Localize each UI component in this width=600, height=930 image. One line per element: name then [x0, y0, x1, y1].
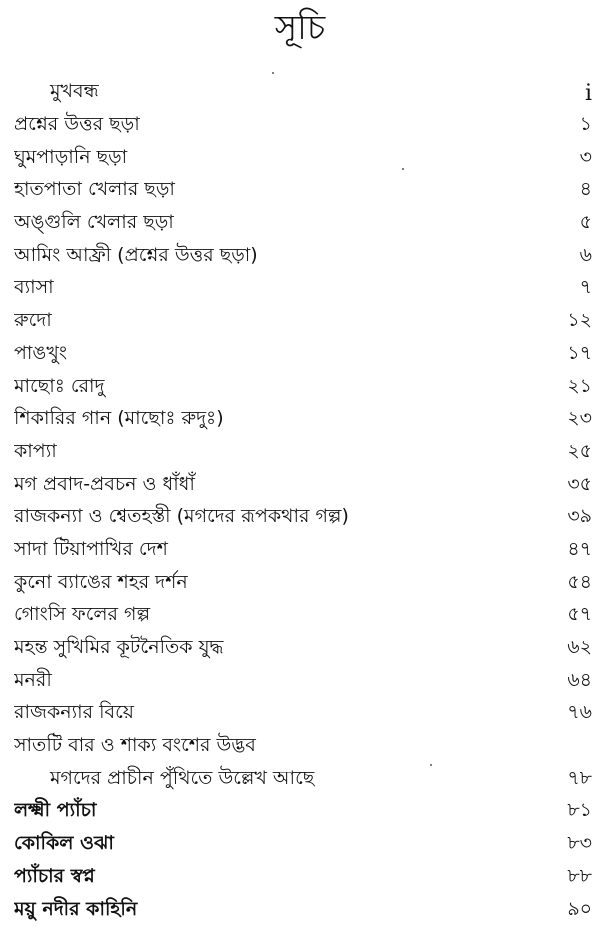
toc-entry — [14, 273, 592, 306]
toc-entry-title: কোকিল ওঝা — [14, 832, 114, 855]
toc-entry-page-number: ৩ — [579, 145, 592, 168]
toc-entry-page-number: ৮৮ — [567, 864, 592, 887]
toc-entry — [14, 567, 592, 600]
toc-entry-title: প্যাঁচার স্বপ্ন — [14, 864, 95, 887]
toc-entry — [14, 77, 592, 110]
toc-entry — [14, 698, 592, 731]
toc-entry-page-number: ৭ — [579, 276, 592, 299]
toc-entry-title: পাঙখুং — [14, 341, 67, 364]
toc-entry — [14, 502, 592, 535]
toc-entry-page-number: ৪ — [579, 178, 592, 201]
toc-entry-title: হাতপাতা খেলার ছড়া — [14, 178, 175, 201]
toc-entry — [14, 763, 592, 796]
toc-entry-title: মগ প্রবাদ-প্রবচন ও ধাঁধাঁ — [14, 472, 195, 495]
toc-entry-title: মহন্ত সুখিমির কূটনৈতিক যুদ্ধ — [14, 636, 224, 659]
toc-entry-title: রুদো — [14, 309, 52, 332]
toc-entry — [14, 796, 592, 829]
toc-entry-page-number: ৭৮ — [567, 766, 592, 789]
toc-entry-title: মনরী — [14, 668, 52, 691]
toc-entry — [14, 142, 592, 175]
toc-entry — [14, 665, 592, 698]
toc-entry-title: সাদা টিয়াপাখির দেশ — [14, 537, 168, 560]
toc-entry-title: কাপ্যা — [14, 439, 57, 462]
toc-entry-title: রাজকন্যা ও শ্বেতহস্তী (মগদের রূপকথার গল্প) — [14, 505, 349, 528]
toc-entry-page-number: ৭৬ — [567, 701, 592, 724]
toc-entry — [14, 633, 592, 666]
toc-entry-page-number: ১৭ — [567, 341, 592, 364]
toc-entry — [14, 306, 592, 339]
toc-entry-page-number: ৫ — [579, 211, 592, 234]
toc-entry-page-number: ৮১ — [567, 799, 592, 822]
toc-entry-title: প্রশ্নের উত্তর ছড়া — [14, 113, 140, 136]
toc-entry — [14, 339, 592, 372]
toc-entry — [14, 110, 592, 143]
toc-entry-title: আমিং আফ্রী (প্রশ্নের উত্তর ছড়া) — [14, 243, 258, 266]
toc-entry — [14, 862, 592, 895]
toc-entry-page-number: i — [584, 80, 592, 106]
toc-entry-title: গোংসি ফলের গল্প — [14, 603, 151, 626]
toc-entry-title: লক্ষ্মী প্যাঁচা — [14, 799, 97, 822]
toc-entry — [14, 894, 592, 927]
scan-speck — [402, 168, 404, 170]
toc-entry — [14, 175, 592, 208]
toc-entry — [14, 208, 592, 241]
toc-entry — [14, 731, 592, 764]
table-of-contents — [14, 77, 592, 927]
toc-entry-page-number: ৩৫ — [567, 472, 592, 495]
toc-entry-title: মুখবন্ধ — [50, 80, 99, 103]
toc-entry-page-number: ৯০ — [567, 897, 592, 920]
toc-entry — [14, 404, 592, 437]
toc-entry-page-number: ১ — [579, 113, 592, 136]
toc-entry-page-number: ৮৩ — [567, 832, 592, 855]
toc-entry-page-number: ৬ — [579, 243, 592, 266]
toc-entry — [14, 600, 592, 633]
toc-entry-title: মগদের প্রাচীন পুঁথিতে উল্লেখ আছে — [50, 766, 315, 789]
toc-entry-page-number: ৫৪ — [567, 570, 592, 593]
toc-entry-title: কুনো ব্যাঙের শহর দর্শন — [14, 570, 188, 593]
toc-entry — [14, 437, 592, 470]
toc-entry-page-number: ৩৯ — [567, 505, 592, 528]
page-title: সূচি — [274, 8, 326, 48]
toc-entry-title: মাছোঃ রোদু — [14, 374, 105, 397]
toc-entry-title: রাজকন্যার বিয়ে — [14, 701, 134, 724]
toc-entry-page-number: ৪৭ — [567, 537, 592, 560]
toc-entry-page-number: ৫৭ — [567, 603, 592, 626]
toc-entry-page-number: ২১ — [567, 374, 592, 397]
toc-entry — [14, 829, 592, 862]
toc-entry-title: ময়ু নদীর কাহিনি — [14, 897, 138, 920]
toc-entry — [14, 535, 592, 568]
toc-entry-title: সাতটি বার ও শাক্য বংশের উদ্ভব — [14, 734, 256, 757]
toc-entry — [14, 469, 592, 502]
toc-entry-title: ব্যাসা — [14, 276, 54, 299]
toc-entry — [14, 371, 592, 404]
toc-entry-page-number: ২৫ — [567, 439, 592, 462]
toc-entry-page-number: ৬৪ — [567, 668, 592, 691]
toc-entry-title: শিকারির গান (মাছোঃ রুদুঃ) — [14, 407, 224, 430]
toc-entry-page-number: ২৩ — [567, 407, 592, 430]
toc-entry — [14, 240, 592, 273]
toc-entry-page-number: ৬২ — [567, 636, 592, 659]
toc-entry-page-number: ১২ — [567, 309, 592, 332]
scan-speck — [430, 764, 432, 766]
toc-entry-title: অঙ্গুলি খেলার ছড়া — [14, 211, 174, 234]
scan-speck — [272, 72, 274, 74]
toc-entry-title: ঘুমপাড়ানি ছড়া — [14, 145, 128, 168]
